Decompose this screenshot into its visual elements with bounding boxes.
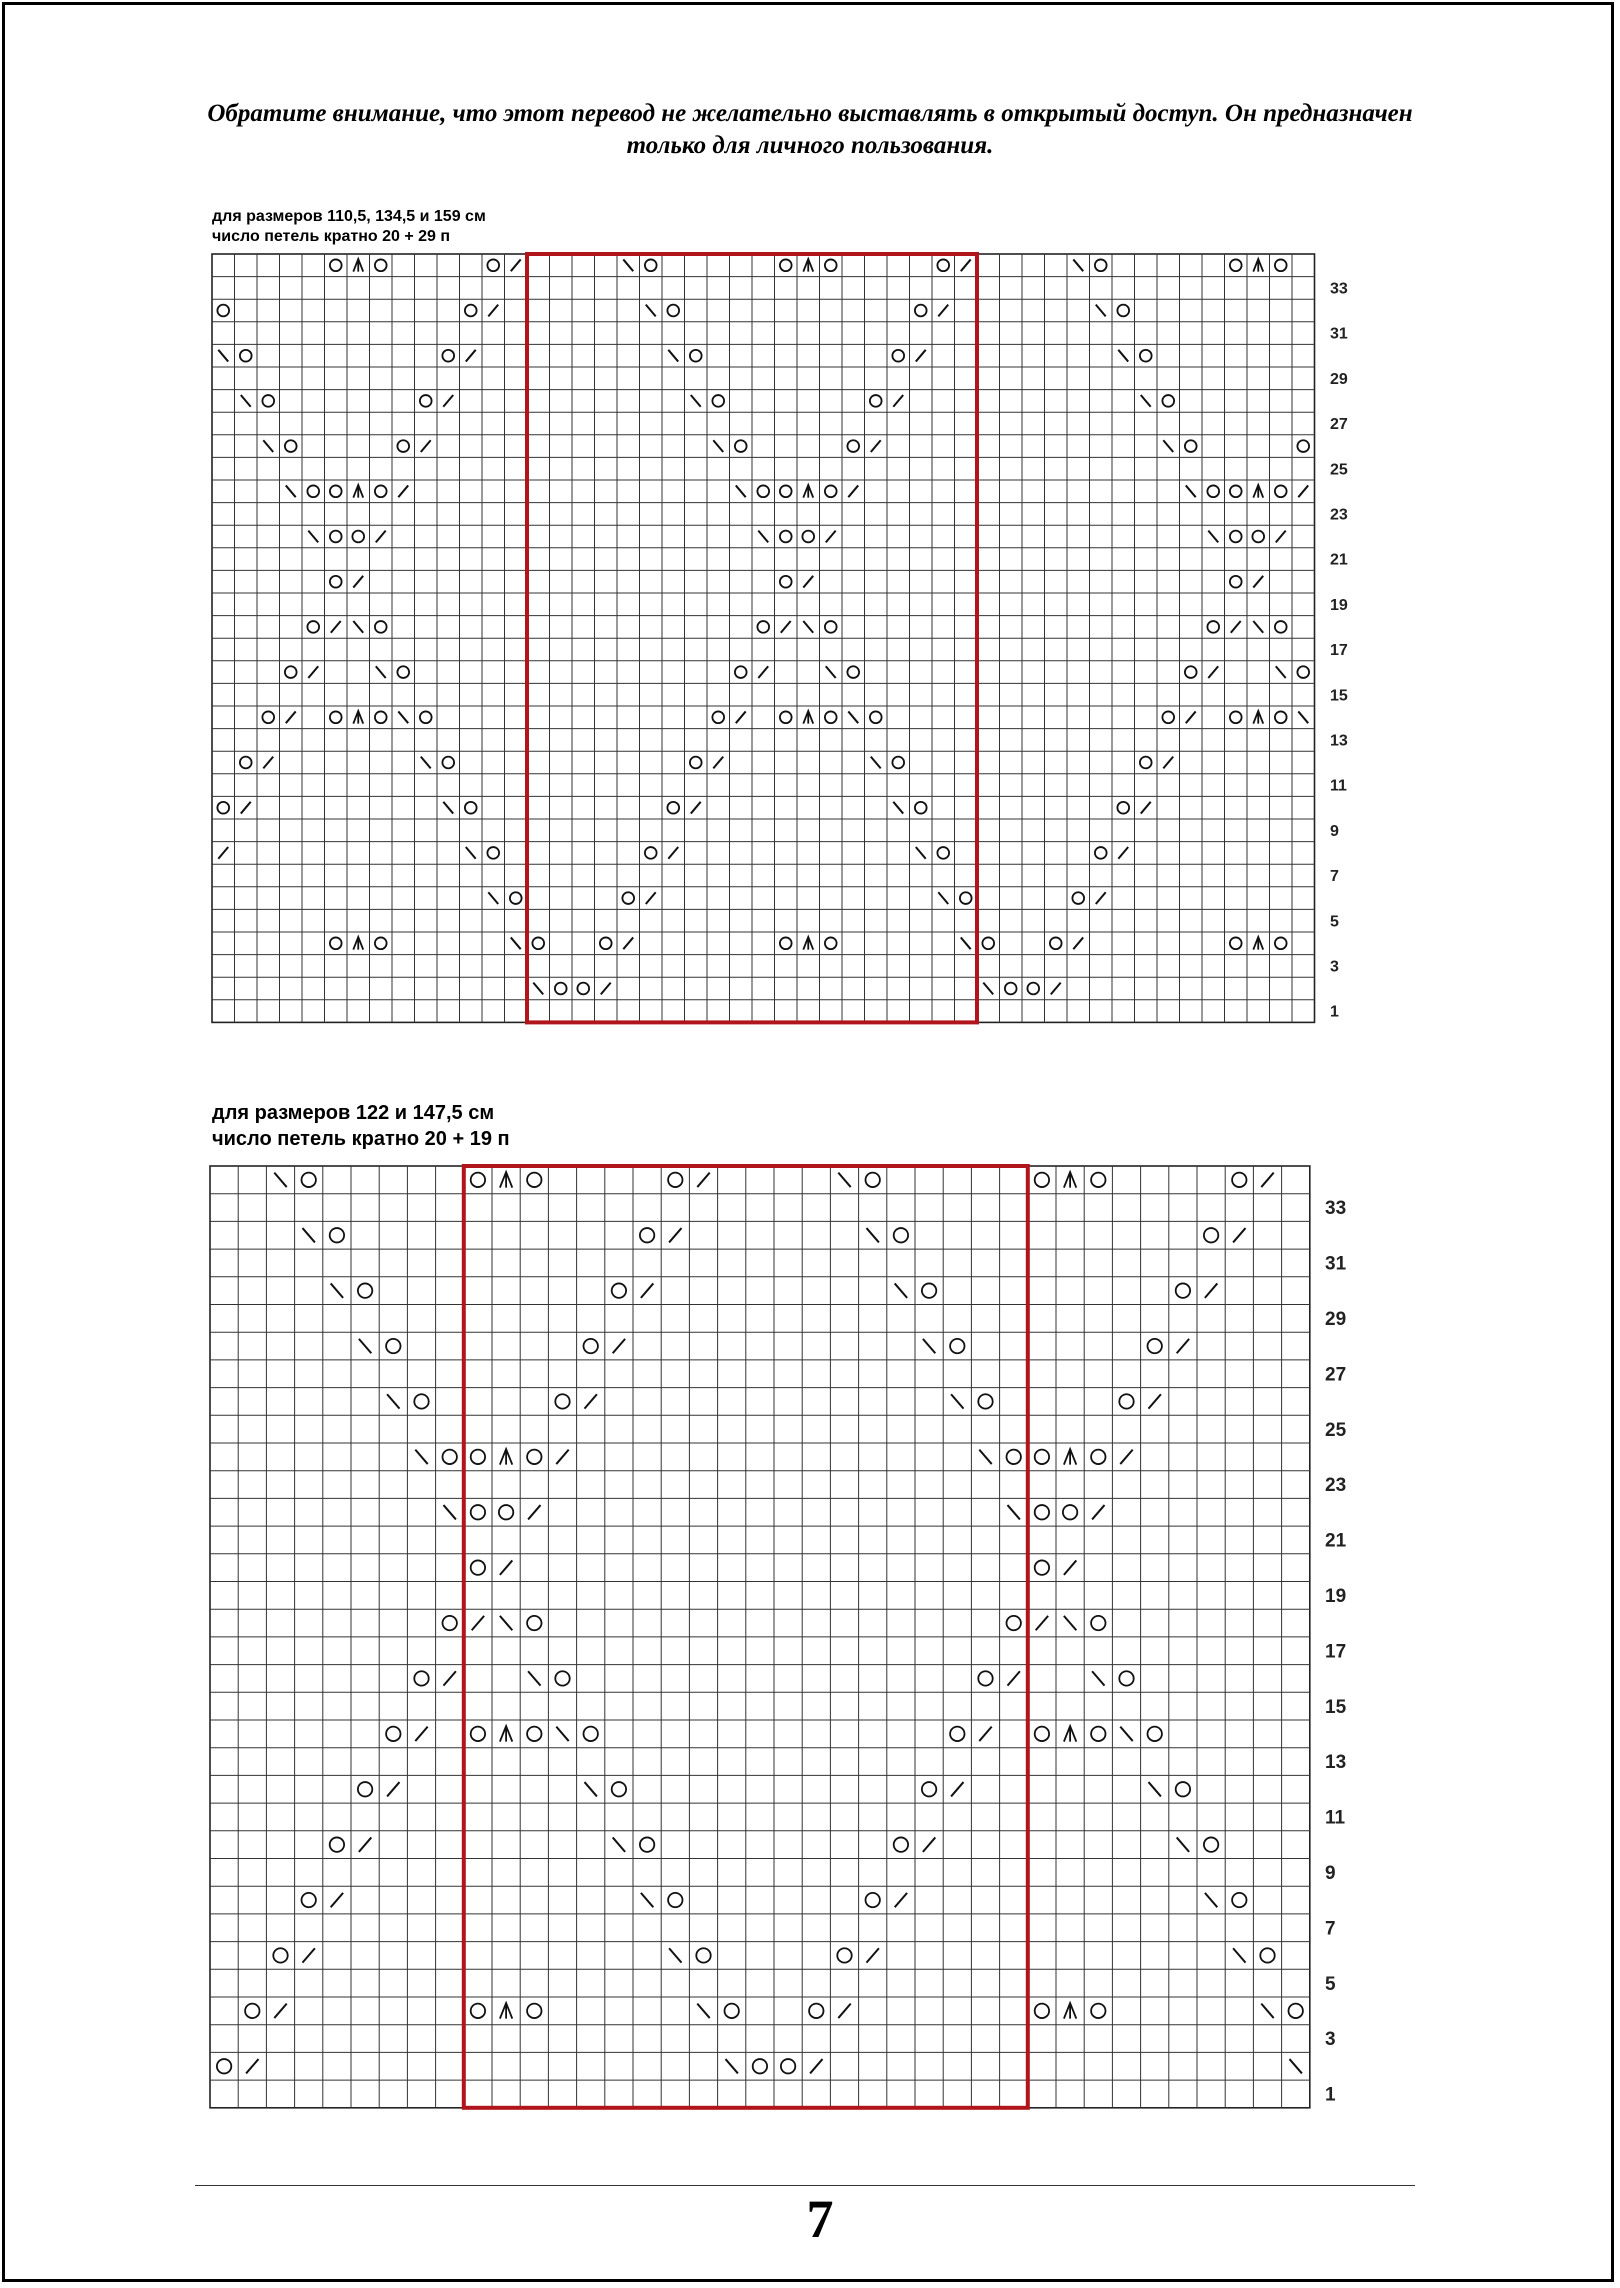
row-number-label: 17 [1325,1641,1347,1663]
row-number-label: 19 [1325,1586,1347,1607]
row-number-label: 7 [1330,868,1339,886]
row-number-label: 31 [1325,1253,1347,1275]
row-number-label: 23 [1325,1475,1347,1497]
row-number-label: 9 [1330,822,1339,840]
chart-2-stitch-multiple: число петель кратно 20 + 19 п [212,1128,510,1150]
row-number-label: 27 [1325,1364,1347,1386]
row-number-label: 27 [1330,416,1348,434]
chart-1-sizes: для размеров 110,5, 134,5 и 159 см [212,208,486,225]
row-number-label: 33 [1325,1198,1347,1220]
row-number-label: 17 [1330,642,1348,660]
row-number-label: 15 [1330,687,1348,705]
row-number-label: 19 [1330,596,1348,614]
row-number-label: 25 [1330,461,1348,479]
row-number-label: 5 [1325,1973,1336,1995]
row-number-label: 13 [1325,1752,1347,1774]
row-number-label: 3 [1325,2029,1336,2051]
row-number-label: 25 [1325,1419,1347,1441]
page-number: 7 [806,2189,834,2249]
row-number-label: 7 [1325,1918,1336,1940]
row-number-label: 29 [1325,1309,1347,1330]
row-number-label: 21 [1330,551,1348,569]
row-number-label: 1 [1325,2084,1336,2106]
chart-2-sizes: для размеров 122 и 147,5 см [212,1102,495,1124]
row-number-label: 21 [1325,1530,1347,1552]
row-number-label: 29 [1330,370,1348,388]
row-number-label: 9 [1325,1863,1336,1884]
row-number-label: 13 [1330,732,1348,750]
row-number-label: 3 [1330,958,1339,976]
chart-1-stitch-multiple: число петель кратно 20 + 29 п [212,228,451,245]
row-number-label: 31 [1330,325,1348,343]
row-number-label: 15 [1325,1696,1347,1718]
row-number-label: 11 [1330,777,1347,795]
row-number-label: 33 [1330,280,1348,298]
row-number-label: 1 [1330,1003,1339,1021]
row-number-label: 11 [1325,1807,1346,1829]
notice-text: Обратите внимание, что этот перевод не желательно выставлять в открытый доступ. Он предназначен только для личного пользования. [207,100,1413,159]
row-number-label: 5 [1330,913,1339,931]
chart-grid [210,1166,1310,2108]
row-number-labels [1325,1198,1347,2105]
row-number-label: 23 [1330,506,1348,524]
